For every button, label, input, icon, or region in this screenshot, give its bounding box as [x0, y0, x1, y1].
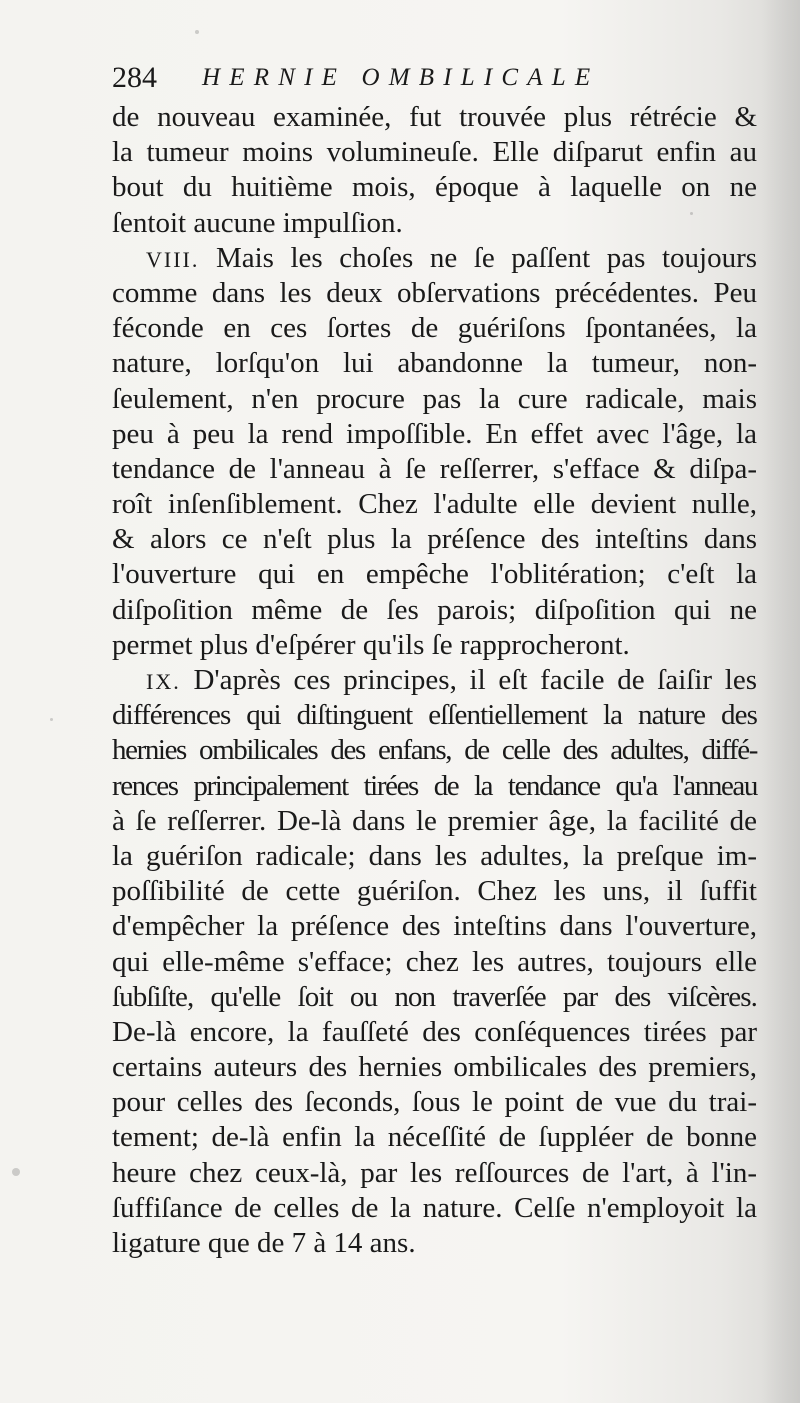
text-line: heure chez ceux-là, par les reſſources de l'art, à l'in-	[112, 1156, 757, 1189]
text-line: & alors ce n'eſt plus la préſence des inteſtins dans	[112, 523, 757, 556]
text-line: rences principalement tirées de la tendance qu'a l'anneau	[112, 769, 757, 802]
section-number-viii: VIII.	[146, 246, 200, 272]
paragraph-viii-first-line	[112, 241, 757, 276]
page-header	[112, 58, 762, 98]
text-line: ſeulement, n'en procure pas la cure radicale, mais	[112, 382, 757, 415]
page-number: 284	[112, 61, 157, 94]
text-line: peu à peu la rend impoſſible. En effet avec l'âge, la	[112, 417, 757, 450]
paragraph-ix-first-line	[112, 663, 757, 698]
paper-speck	[50, 718, 53, 721]
text-line: comme dans les deux obſervations précédentes. Peu	[112, 276, 757, 309]
running-head: HERNIE OMBILICALE	[202, 64, 600, 91]
text-line: tement; de-là enfin la néceſſité de ſuppléer de bonne	[112, 1121, 757, 1154]
paper-speck	[12, 1168, 20, 1176]
body-text	[112, 100, 757, 1261]
text-line: ſentoit aucune impulſion.	[112, 206, 403, 239]
text-line: l'ouverture qui en empêche l'oblitération; c'eſt la	[112, 558, 757, 591]
paper-speck	[195, 30, 199, 34]
text-line: permet plus d'eſpérer qu'ils ſe rapprocheront.	[112, 628, 630, 661]
text-line: De-là encore, la fauſſeté des conſéquences tirées par	[112, 1015, 757, 1048]
text-line: roît inſenſiblement. Chez l'adulte elle devient nulle,	[112, 488, 757, 521]
text-line: pour celles des ſeconds, ſous le point de vue du trai-	[112, 1086, 757, 1119]
text-line: qui elle-même s'efface; chez les autres, toujours elle	[112, 945, 757, 978]
text-line: à ſe reſſerrer. De-là dans le premier âge, la facilité de	[112, 804, 757, 837]
text-line: la tumeur moins volumineuſe. Elle diſparut enfin au	[112, 136, 757, 169]
text-line: certains auteurs des hernies ombilicales des premiers,	[112, 1051, 757, 1084]
text-line: hernies ombilicales des enfans, de celle des adultes, diffé-	[112, 734, 757, 767]
text-line: ſuffiſance de celles de la nature. Celſe n'employoit la	[112, 1191, 757, 1224]
text-line: ligature que de 7 à 14 ans.	[112, 1227, 416, 1259]
text-line: féconde en ces ſortes de guériſons ſpontanées, la	[112, 312, 757, 345]
text-line: diſpoſition même de ſes parois; diſpoſition qui ne	[112, 593, 757, 626]
text-line: Mais les choſes ne ſe paſſent pas toujours	[215, 241, 758, 274]
text-line: la guériſon radicale; dans les adultes, la preſque im-	[112, 839, 757, 872]
page-edge-shadow	[762, 0, 800, 1403]
text-line: ſubſiſte, qu'elle ſoit ou non traverſée par des viſcères.	[112, 980, 757, 1013]
text-line: de nouveau examinée, fut trouvée plus rétrécie &	[112, 101, 757, 133]
text-line: nature, lorſqu'on lui abandonne la tumeur, non-	[112, 347, 757, 380]
section-number-ix: IX.	[146, 669, 181, 694]
text-line: bout du huitième mois, époque à laquelle on ne	[112, 171, 757, 204]
text-line: d'empêcher la préſence des inteſtins dans l'ouverture,	[112, 910, 757, 943]
paper-speck	[690, 212, 693, 215]
text-line: différences qui diſtinguent eſſentiellement la nature des	[112, 699, 757, 732]
text-line: poſſibilité de cette guériſon. Chez les uns, il ſuffit	[112, 875, 757, 908]
text-line: D'après ces principes, il eſt facile de ſaiſir les	[193, 664, 758, 696]
text-line: tendance de l'anneau à ſe reſſerrer, s'efface & diſpa-	[112, 452, 757, 485]
